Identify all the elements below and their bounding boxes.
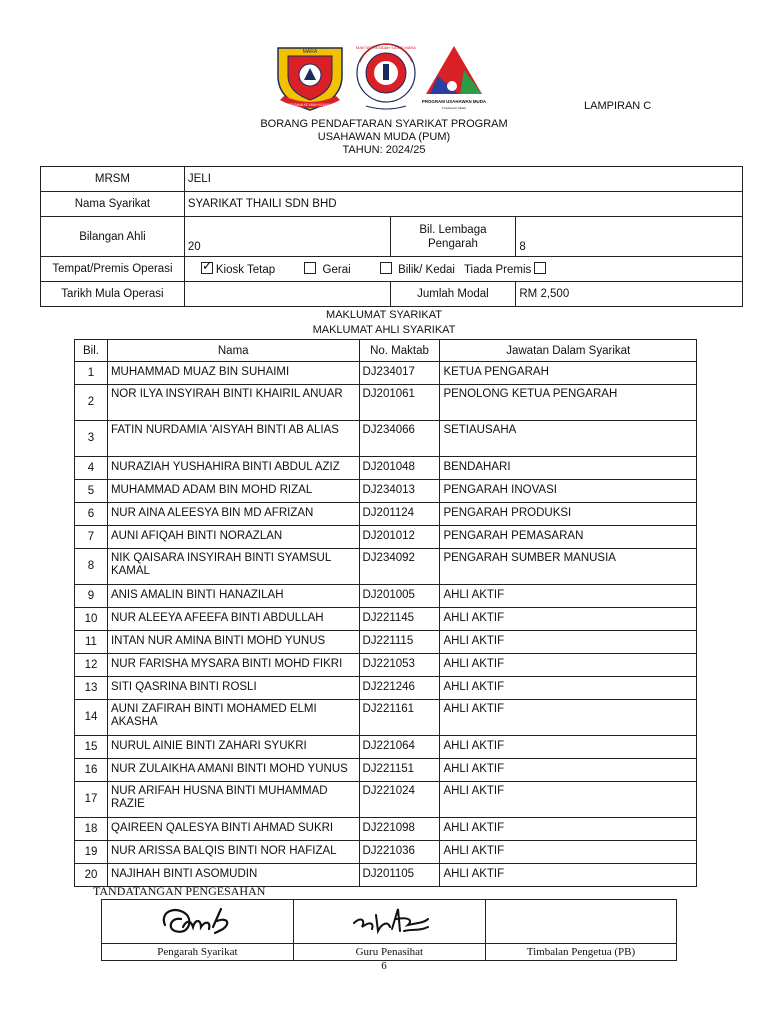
member-cell-nama: MUHAMMAD ADAM BIN MOHD RIZAL <box>107 480 359 503</box>
info-row-mrsm <box>41 167 743 192</box>
member-cell-maktab: DJ234066 <box>359 421 440 457</box>
member-cell-nama: AUNI AFIQAH BINTI NORAZLAN <box>107 526 359 549</box>
member-cell-num: 9 <box>75 585 108 608</box>
member-cell-jawatan: AHLI AKTIF <box>440 585 697 608</box>
page-number: 6 <box>381 960 387 972</box>
guru-signature-image <box>344 901 434 939</box>
gerai-checkbox[interactable] <box>304 262 316 274</box>
member-row <box>75 736 697 759</box>
member-cell-num: 20 <box>75 864 108 887</box>
signature-box-guru[interactable] <box>293 900 485 944</box>
bilik-checkbox[interactable] <box>380 262 392 274</box>
member-cell-maktab: DJ201005 <box>359 585 440 608</box>
bilangan-ahli-value[interactable]: 20 <box>184 217 390 257</box>
col-header-nama: Nama <box>107 340 359 362</box>
member-cell-jawatan: PENGARAH SUMBER MANUSIA <box>440 549 697 585</box>
info-row-premis <box>41 257 743 282</box>
member-cell-num: 18 <box>75 818 108 841</box>
member-cell-num: 13 <box>75 677 108 700</box>
member-row <box>75 759 697 782</box>
member-cell-num: 11 <box>75 631 108 654</box>
member-cell-maktab: DJ221246 <box>359 677 440 700</box>
member-cell-jawatan: PENGARAH INOVASI <box>440 480 697 503</box>
signature-box-row <box>102 900 677 944</box>
member-cell-nama: INTAN NUR AMINA BINTI MOHD YUNUS <box>107 631 359 654</box>
gerai-label: Gerai <box>322 264 351 276</box>
member-cell-jawatan: AHLI AKTIF <box>440 782 697 818</box>
tiada-checkbox[interactable] <box>534 262 546 274</box>
member-cell-jawatan: AHLI AKTIF <box>440 631 697 654</box>
member-cell-maktab: DJ221115 <box>359 631 440 654</box>
member-cell-maktab: DJ221053 <box>359 654 440 677</box>
member-cell-maktab: DJ234017 <box>359 362 440 385</box>
member-cell-nama: AUNI ZAFIRAH BINTI MOHAMED ELMI AKASHA <box>107 700 359 736</box>
bilangan-ahli-label: Bilangan Ahli <box>41 217 185 257</box>
col-header-bil: Bil. <box>75 340 108 362</box>
form-title <box>0 118 768 157</box>
premis-option-bilik[interactable] <box>380 264 455 276</box>
member-cell-maktab: DJ221145 <box>359 608 440 631</box>
member-row <box>75 677 697 700</box>
kiosk-checkbox[interactable] <box>201 262 213 274</box>
member-cell-jawatan: KETUA PENGARAH <box>440 362 697 385</box>
tarikh-mula-label: Tarikh Mula Operasi <box>41 282 185 307</box>
nama-syarikat-label: Nama Syarikat <box>41 192 185 217</box>
form-title-line-1: BORANG PENDAFTARAN SYARIKAT PROGRAM <box>260 118 508 130</box>
member-cell-num: 4 <box>75 457 108 480</box>
svg-text:PROGRAM USAHAWAN MUDA: PROGRAM USAHAWAN MUDA <box>421 99 487 104</box>
member-cell-jawatan: AHLI AKTIF <box>440 608 697 631</box>
col-header-jawatan: Jawatan Dalam Syarikat <box>440 340 697 362</box>
col-header-maktab: No. Maktab <box>359 340 440 362</box>
svg-text:MAKTAB RENDAH SAINS MARA: MAKTAB RENDAH SAINS MARA <box>356 45 416 50</box>
member-cell-jawatan: AHLI AKTIF <box>440 818 697 841</box>
member-cell-num: 19 <box>75 841 108 864</box>
premis-option-kiosk[interactable] <box>201 264 275 276</box>
signature-label-guru: Guru Penasihat <box>293 944 485 961</box>
member-row <box>75 608 697 631</box>
program-usahawan-muda-logo <box>422 46 487 110</box>
member-cell-num: 16 <box>75 759 108 782</box>
members-table <box>74 339 697 887</box>
member-cell-maktab: DJ221151 <box>359 759 440 782</box>
bil-lembaga-label <box>390 217 516 257</box>
info-row-bilangan <box>41 217 743 257</box>
member-row <box>75 841 697 864</box>
member-cell-num: 15 <box>75 736 108 759</box>
member-cell-jawatan: AHLI AKTIF <box>440 759 697 782</box>
logos <box>274 42 506 114</box>
member-cell-nama: SITI QASRINA BINTI ROSLI <box>107 677 359 700</box>
member-row <box>75 503 697 526</box>
member-cell-maktab: DJ201061 <box>359 385 440 421</box>
member-cell-jawatan: AHLI AKTIF <box>440 677 697 700</box>
member-cell-num: 7 <box>75 526 108 549</box>
signature-label-row <box>102 944 677 961</box>
signature-box-pengarah[interactable] <box>102 900 294 944</box>
member-cell-nama: NIK QAISARA INSYIRAH BINTI SYAMSUL KAMAL <box>107 549 359 585</box>
lampiran-label: LAMPIRAN C <box>584 100 652 112</box>
mara-crest-logo <box>278 48 342 110</box>
member-cell-nama: QAIREEN QALESYA BINTI AHMAD SUKRI <box>107 818 359 841</box>
member-cell-num: 12 <box>75 654 108 677</box>
signature-label-timbalan: Timbalan Pengetua (PB) <box>485 944 676 961</box>
member-cell-nama: NOR ILYA INSYIRAH BINTI KHAIRIL ANUAR <box>107 385 359 421</box>
company-info-table <box>40 166 743 307</box>
jumlah-modal-value[interactable]: RM 2,500 <box>516 282 743 307</box>
member-cell-nama: NUR FARISHA MYSARA BINTI MOHD FIKRI <box>107 654 359 677</box>
member-cell-maktab: DJ221036 <box>359 841 440 864</box>
svg-text:MARA: MARA <box>302 49 318 55</box>
signature-label-pengarah: Pengarah Syarikat <box>102 944 294 961</box>
pengarah-signature-image <box>157 901 237 939</box>
premis-option-tiada[interactable] <box>464 264 550 276</box>
info-row-tarikh <box>41 282 743 307</box>
member-cell-jawatan: AHLI AKTIF <box>440 736 697 759</box>
premis-options <box>184 257 742 282</box>
member-row <box>75 782 697 818</box>
kiosk-label: Kiosk Tetap <box>215 264 276 276</box>
member-cell-nama: NUR ALEEYA AFEEFA BINTI ABDULLAH <box>107 608 359 631</box>
member-cell-num: 17 <box>75 782 108 818</box>
members-header-row <box>75 340 697 362</box>
member-cell-maktab: DJ201048 <box>359 457 440 480</box>
member-row <box>75 457 697 480</box>
svg-text:Usahawan Muda: Usahawan Muda <box>441 106 467 110</box>
signature-section-title: TANDATANGAN PENGESAHAN <box>93 884 266 898</box>
tiada-label: Tiada Premis <box>463 264 532 276</box>
member-cell-nama: NURAZIAH YUSHAHIRA BINTI ABDUL AZIZ <box>107 457 359 480</box>
member-cell-num: 14 <box>75 700 108 736</box>
member-cell-nama: FATIN NURDAMIA 'AISYAH BINTI AB ALIAS <box>107 421 359 457</box>
member-cell-nama: NUR ARISSA BALQIS BINTI NOR HAFIZAL <box>107 841 359 864</box>
form-title-line-3: TAHUN: 2024/25 <box>342 144 426 156</box>
nama-syarikat-value[interactable]: SYARIKAT THAILI SDN BHD <box>184 192 742 217</box>
member-cell-maktab: DJ234013 <box>359 480 440 503</box>
member-cell-nama: NAJIHAH BINTI ASOMUDIN <box>107 864 359 887</box>
member-row <box>75 700 697 736</box>
member-cell-num: 8 <box>75 549 108 585</box>
member-row <box>75 585 697 608</box>
member-cell-jawatan: PENGARAH PRODUKSI <box>440 503 697 526</box>
signature-table <box>101 899 677 961</box>
form-title-line-2: USAHAWAN MUDA (PUM) <box>317 131 451 143</box>
tarikh-mula-value[interactable] <box>184 282 390 307</box>
member-cell-maktab: DJ221098 <box>359 818 440 841</box>
member-cell-num: 6 <box>75 503 108 526</box>
svg-text:BERUSAHA KE ARAH KEJAYAAN: BERUSAHA KE ARAH KEJAYAAN <box>285 103 335 107</box>
member-cell-maktab: DJ201105 <box>359 864 440 887</box>
member-cell-jawatan: AHLI AKTIF <box>440 864 697 887</box>
member-cell-nama: ANIS AMALIN BINTI HANAZILAH <box>107 585 359 608</box>
member-row <box>75 385 697 421</box>
member-cell-maktab: DJ221161 <box>359 700 440 736</box>
member-cell-jawatan: SETIAUSAHA <box>440 421 697 457</box>
member-row <box>75 549 697 585</box>
member-row <box>75 654 697 677</box>
member-row <box>75 480 697 503</box>
member-row <box>75 421 697 457</box>
member-cell-nama: MUHAMMAD MUAZ BIN SUHAIMI <box>107 362 359 385</box>
jumlah-modal-label: Jumlah Modal <box>390 282 516 307</box>
member-cell-maktab: DJ234092 <box>359 549 440 585</box>
premis-label: Tempat/Premis Operasi <box>41 257 185 282</box>
member-cell-nama: NUR AINA ALEESYA BIN MD AFRIZAN <box>107 503 359 526</box>
signature-box-timbalan[interactable] <box>485 900 676 944</box>
member-cell-maktab: DJ201124 <box>359 503 440 526</box>
bilik-label: Bilik/ Kedai <box>398 264 455 276</box>
members-body <box>75 362 697 887</box>
maklumat-syarikat-heading: MAKLUMAT SYARIKAT <box>326 309 442 321</box>
bil-lembaga-label-line-2: Pengarah <box>427 237 478 250</box>
member-cell-num: 5 <box>75 480 108 503</box>
member-cell-maktab: DJ201012 <box>359 526 440 549</box>
mrsm-label: MRSM <box>41 167 185 192</box>
member-row <box>75 526 697 549</box>
mrsm-logo <box>356 44 416 109</box>
bil-lembaga-label-line-1: Bil. Lembaga <box>419 223 487 236</box>
member-cell-jawatan: BENDAHARI <box>440 457 697 480</box>
member-cell-num: 2 <box>75 385 108 421</box>
maklumat-ahli-heading: MAKLUMAT AHLI SYARIKAT <box>312 324 456 336</box>
member-row <box>75 818 697 841</box>
premis-option-gerai[interactable] <box>304 264 350 276</box>
member-cell-num: 3 <box>75 421 108 457</box>
member-cell-jawatan: PENGARAH PEMASARAN <box>440 526 697 549</box>
member-cell-nama: NUR ZULAIKHA AMANI BINTI MOHD YUNUS <box>107 759 359 782</box>
bil-lembaga-value[interactable]: 8 <box>516 217 743 257</box>
member-cell-num: 1 <box>75 362 108 385</box>
member-cell-maktab: DJ221064 <box>359 736 440 759</box>
member-cell-maktab: DJ221024 <box>359 782 440 818</box>
member-cell-jawatan: AHLI AKTIF <box>440 700 697 736</box>
member-cell-num: 10 <box>75 608 108 631</box>
info-row-nama <box>41 192 743 217</box>
member-cell-nama: NUR ARIFAH HUSNA BINTI MUHAMMAD RAZIE <box>107 782 359 818</box>
member-cell-nama: NURUL AINIE BINTI ZAHARI SYUKRI <box>107 736 359 759</box>
member-cell-jawatan: PENOLONG KETUA PENGARAH <box>440 385 697 421</box>
mrsm-value[interactable]: JELI <box>184 167 742 192</box>
member-row <box>75 631 697 654</box>
member-cell-jawatan: AHLI AKTIF <box>440 654 697 677</box>
member-cell-jawatan: AHLI AKTIF <box>440 841 697 864</box>
member-row <box>75 362 697 385</box>
